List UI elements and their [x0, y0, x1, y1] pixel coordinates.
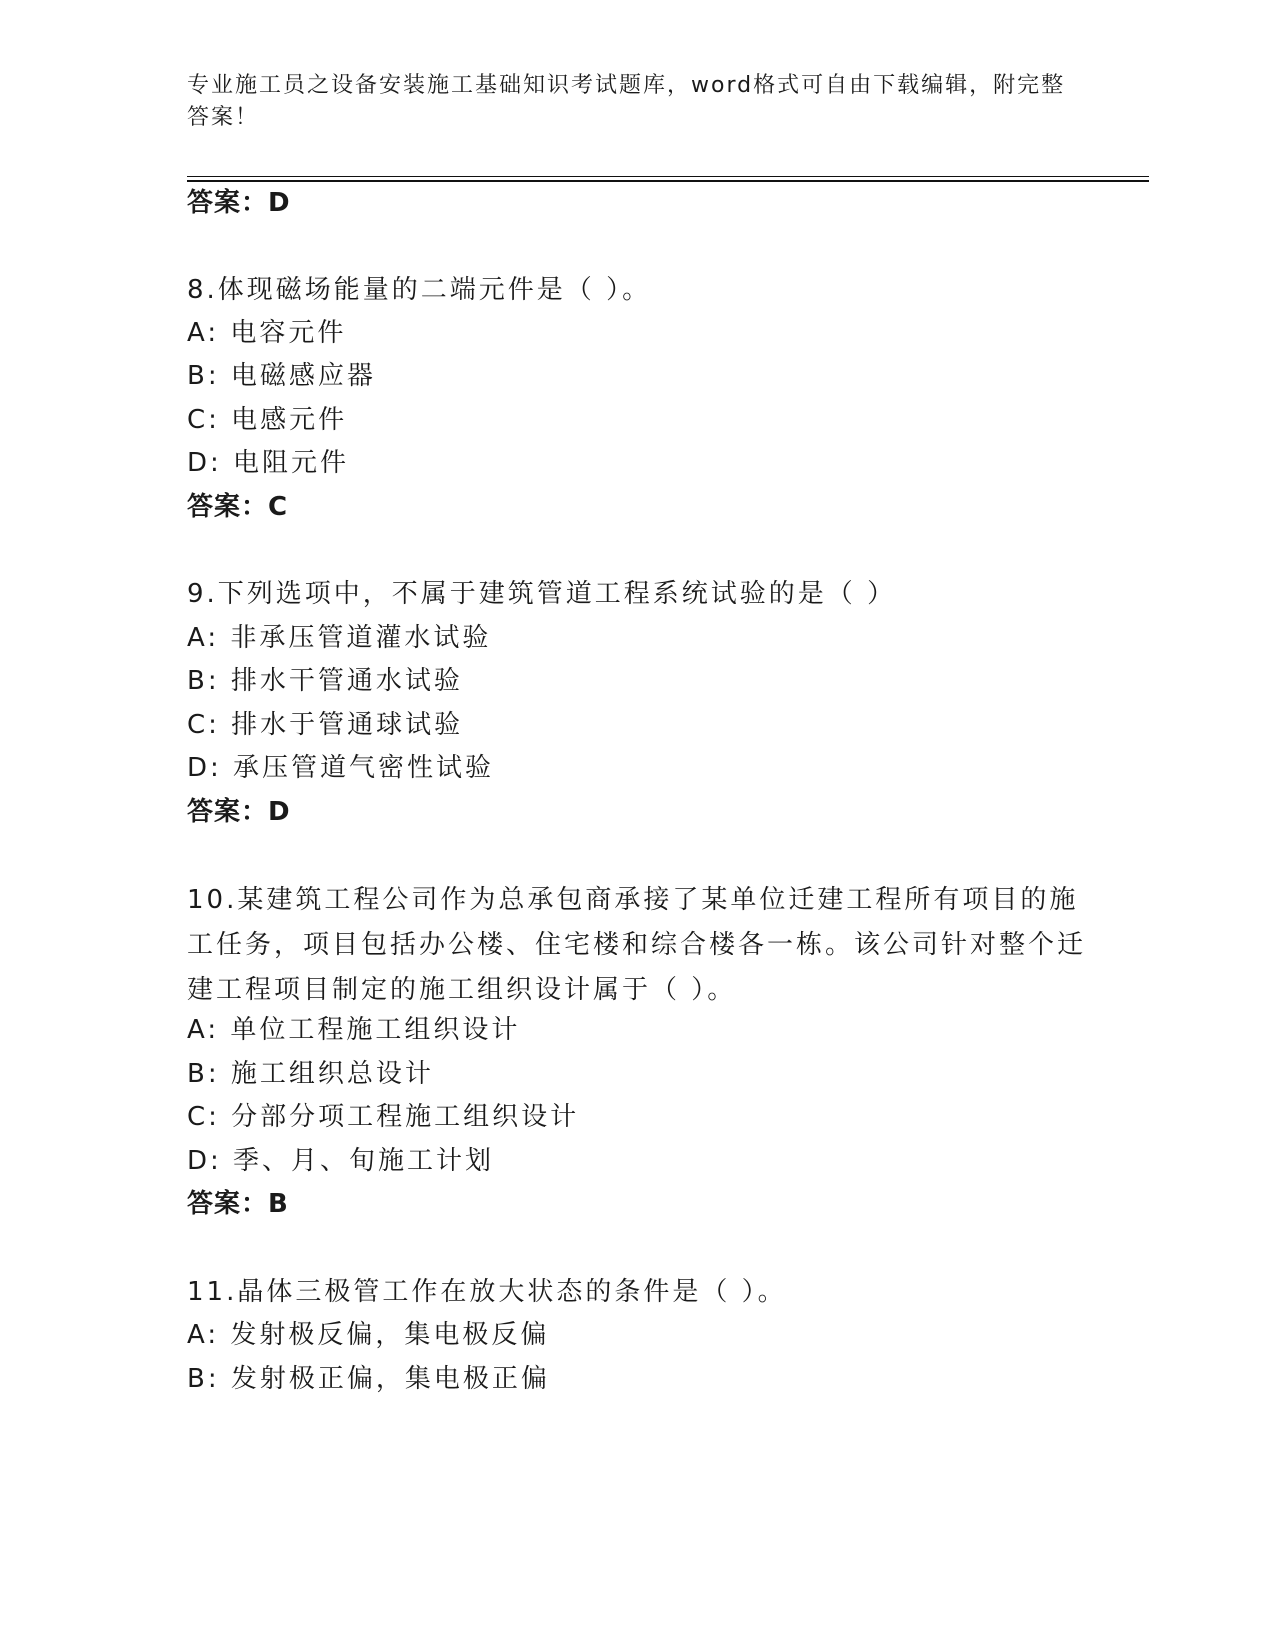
question-10-option-c: C: 分部分项工程施工组织设计 [187, 1102, 580, 1132]
question-9-option-b: B: 排水干管通水试验 [187, 666, 463, 696]
previous-answer: 答案：D [187, 188, 291, 218]
question-11-option-a: A: 发射极反偏，集电极反偏 [187, 1320, 550, 1350]
question-8-option-d: D: 电阻元件 [187, 448, 350, 478]
question-10-answer: 答案：B [187, 1189, 289, 1219]
question-8-option-c: C: 电感元件 [187, 405, 348, 435]
question-9-stem: 9.下列选项中，不属于建筑管道工程系统试验的是（ ） [187, 579, 897, 609]
question-8-answer: 答案：C [187, 492, 289, 522]
question-10-option-a: A: 单位工程施工组织设计 [187, 1015, 521, 1045]
header-rule-thin [187, 176, 1149, 177]
question-10-stem: 10.某建筑工程公司作为总承包商承接了某单位迁建工程所有项目的施工任务，项目包括办公楼、住宅楼和综合楼各一栋。该公司针对整个迁建工程项目制定的施工组织设计属于（ ）。 [187, 885, 1087, 1005]
question-11-stem: 11.晶体三极管工作在放大状态的条件是（ ）。 [187, 1277, 787, 1307]
question-9-option-d: D: 承压管道气密性试验 [187, 753, 495, 783]
question-9-answer: 答案：D [187, 797, 291, 827]
question-8-stem: 8.体现磁场能量的二端元件是（ ）。 [187, 275, 652, 305]
question-10-option-b: B: 施工组织总设计 [187, 1059, 434, 1089]
question-10-option-d: D: 季、月、旬施工计划 [187, 1146, 495, 1176]
question-9-option-a: A: 非承压管道灌水试验 [187, 623, 492, 653]
question-8-option-b: B: 电磁感应器 [187, 361, 376, 391]
question-9-option-c: C: 排水于管通球试验 [187, 710, 464, 740]
header-rule-thick [187, 180, 1149, 182]
document-header: 专业施工员之设备安装施工基础知识考试题库，word格式可自由下载编辑，附完整答案！ [187, 73, 1066, 130]
question-8-option-a: A: 电容元件 [187, 318, 347, 348]
question-11-option-b: B: 发射极正偏，集电极正偏 [187, 1364, 550, 1394]
